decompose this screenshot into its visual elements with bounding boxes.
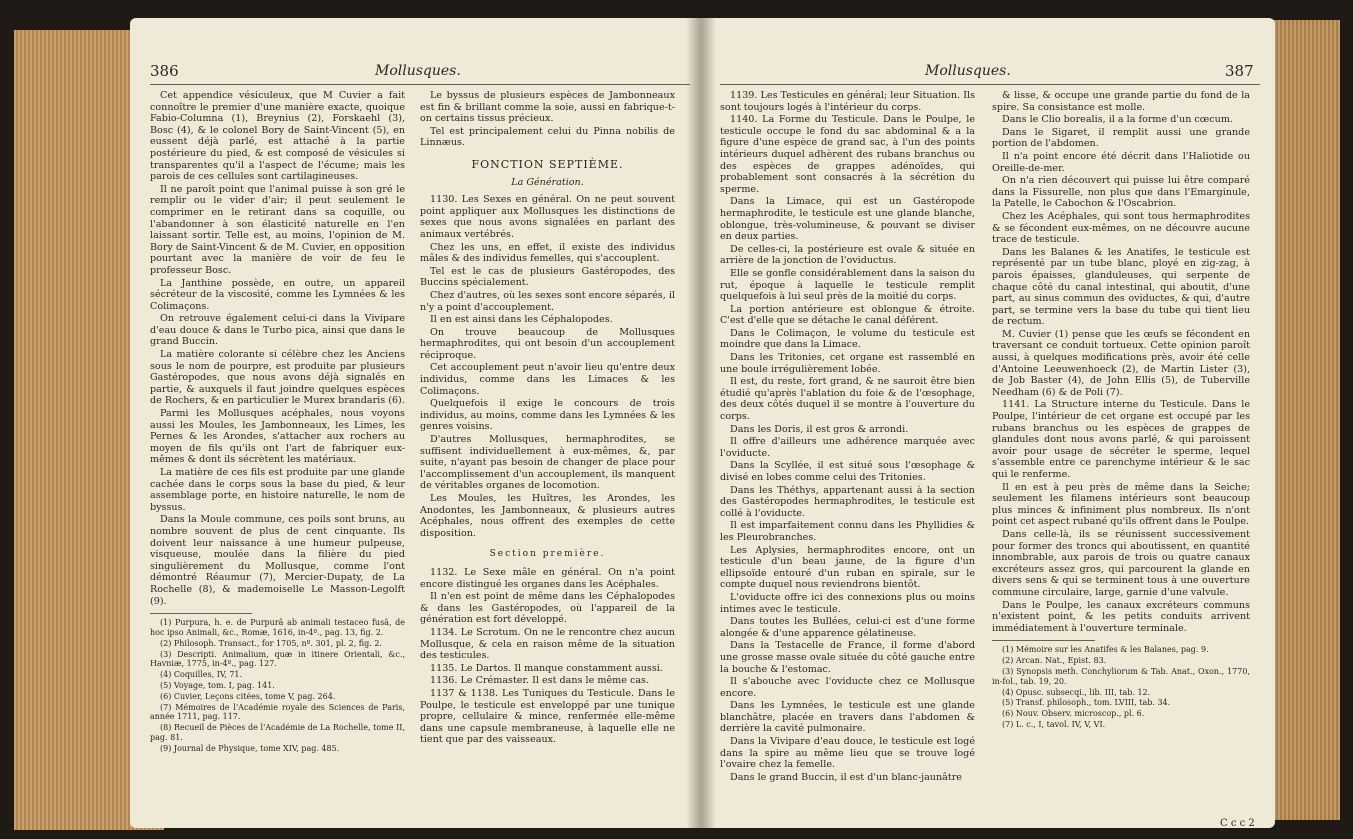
header-rule xyxy=(150,84,690,85)
paragraph: Dans la Vivipare d'eau douce, le testicule est logé dans la spire au même lieu que se trouve logé l'ovaire chez la femelle. xyxy=(720,736,975,771)
footnote: (5) Voyage, tom. I, pag. 141. xyxy=(160,680,275,690)
footnote-rule xyxy=(992,640,1095,641)
paragraph: De celles-ci, la postérieure est ovale & située en arrière de la jonction de l'oviductus. xyxy=(720,243,975,267)
paragraph: 1132. Le Sexe mâle en général. On n'a point encore distingué les organes dans les Acéphales. xyxy=(420,566,675,590)
paragraph: 1136. Le Crémaster. Il est dans le même cas. xyxy=(430,675,650,687)
paragraph: D'autres Mollusques, hermaphrodites, se suffisent individuellement à eux-mêmes, &, par suite, n'ayant pas besoin de changer de place pour l'accomplissement d'un accouplement, ils manquent de véritables organes de locomotion. xyxy=(420,434,675,492)
paragraph: Il en est à peu près de même dans la Seiche; seulement les filamens intérieurs sont beaucoup plus minces & infiniment plus nombreux. Ils n'ont point cet aspect rubané qu'ils offrent dans le Poulpe. xyxy=(992,481,1250,528)
paragraph: Cet accouplement peut n'avoir lieu qu'entre deux individus, comme dans les Limaces & les Colimaçons. xyxy=(420,362,675,397)
paragraph: 1134. Le Scrotum. On ne le rencontre chez aucun Mollusque, & cela en raison même de la situation des testicules. xyxy=(420,626,675,662)
paragraph: La Janthine possède, en outre, un appareil sécréteur de la viscosité, comme les Lymnées & les Colimaçons. xyxy=(150,277,405,312)
right-page-edges xyxy=(1270,20,1340,820)
signature-mark: C c c 2 xyxy=(1220,818,1255,828)
right-page xyxy=(700,18,1275,828)
footnote: (2) Philosoph. Transact., for 1705, nº. 301, pl. 2, fig. 2. xyxy=(160,638,382,648)
footnote: (1) Mémoire sur les Anatifes & les Balanes, pag. 9. xyxy=(1002,645,1209,655)
paragraph: Quelquefois il exige le concours de trois individus, au moins, comme dans les Lymnées & les genres voisins. xyxy=(420,398,675,433)
paragraph: Il est, du reste, fort grand, & ne sauroit être bien étudié qu'après l'ablation du foie & de l'œsophage, des deux côtés duquel il se montre à l'ouverture du corps. xyxy=(720,376,975,423)
paragraph: Dans le Sigaret, il remplit aussi une grande portion de l'abdomen. xyxy=(992,126,1250,150)
footnote: (7) L. c., I, tavol. IV, V, VI. xyxy=(1002,719,1106,729)
paragraph: Chez d'autres, où les sexes sont encore séparés, il n'y a point d'accouplement. xyxy=(420,289,675,313)
paragraph: On trouve beaucoup de Mollusques hermaphrodites, qui ont besoin d'un accouplement réciproque. xyxy=(420,326,675,361)
paragraph: Tel est le cas de plusieurs Gastéropodes, des Buccins spécialement. xyxy=(420,265,675,289)
left-column-1 xyxy=(150,90,405,754)
paragraph: L'oviducte offre ici des connexions plus ou moins intimes avec le testicule. xyxy=(720,591,975,615)
running-header: Mollusques. xyxy=(925,63,1011,79)
paragraph: La matière colorante si célèbre chez les Anciens sous le nom de pourpre, est produite par plusieurs Gastéropodes, que nous avons déjà signalés en partie, & auxquels il faut joindre quelques espèces de Rochers, & en particulier le Murex brandaris (6). xyxy=(150,349,405,407)
paragraph: Dans la Testacelle de France, il forme d'abord une grosse masse ovale située du côté gauche entre la bouche & l'estomac. xyxy=(720,640,975,675)
section-title: FONCTION SEPTIÈME. xyxy=(471,157,624,171)
footnote: (5) Transf. philosoph., tom. LVIII, tab. 34. xyxy=(1002,698,1171,708)
paragraph: Dans les Lymnées, le testicule est une glande blanchâtre, placée en travers dans l'abdomen & derrière la cavité pulmonaire. xyxy=(720,700,975,735)
paragraph: Cet appendice vésiculeux, que M Cuvier a fait connoître le premier d'une manière exacte, quoique Fabio-Columna (1), Breynius (2), Forskaehl (3), Bosc (4), & le colonel Bory de Saint-Vincent (5), en eussent déjà parlé, est attaché à la partie postérieure du pied, & est composé de vésicules si transparentes qu'il a l'aspect de l'écume; mais les parois de ces cellules sont cartilagineuses. xyxy=(150,90,405,183)
paragraph: Les Moules, les Huîtres, les Arondes, les Anodontes, les Jambonneaux, & plusieurs autres Acéphales, nous offrent des exemples de cette disposition. xyxy=(420,493,675,539)
running-header: Mollusques. xyxy=(375,63,461,79)
right-column-1 xyxy=(720,90,975,784)
page-number: 387 xyxy=(1225,62,1254,80)
section-heading: Section première. xyxy=(489,549,606,560)
header-rule xyxy=(720,84,1260,85)
paragraph: La portion antérieure est oblongue & étroite. C'est d'elle que se détache le canal déférent. xyxy=(720,303,975,327)
paragraph: 1137 & 1138. Les Tuniques du Testicule. Dans le Poulpe, le testicule est enveloppé par une tunique propre, cellulaire & mince, renfermée elle-même dans une capsule membraneuse, à laquelle elle ne tient que par des vaisseaux. xyxy=(420,687,675,746)
paragraph: 1135. Le Dartos. Il manque constamment aussi. xyxy=(430,662,663,674)
left-page xyxy=(130,18,700,828)
paragraph: Le byssus de plusieurs espèces de Jambonneaux est fin & brillant comme la soie, aussi en fabrique-t-on certains tissus précieux. xyxy=(420,90,675,125)
footnote: (8) Recueil de Pièces de l'Académie de La Rochelle, tome II, pag. 81. xyxy=(150,723,405,742)
book-gutter xyxy=(686,18,716,828)
paragraph: 1130. Les Sexes en général. On ne peut souvent point appliquer aux Mollusques les distinctions de sexes que nous avons signalées en parlant des animaux vertébrés. xyxy=(420,194,675,240)
paragraph: On n'a rien découvert qui puisse lui être comparé dans la Fissurelle, non plus que dans l'Emarginule, la Patelle, le Cabochon & l'Oscabrion. xyxy=(992,175,1250,210)
paragraph: Chez les uns, en effet, il existe des individus mâles & des individus femelles, qui s'accouplent. xyxy=(420,241,675,265)
paragraph: Dans les Théthys, appartenant aussi à la section des Gastéropodes hermaphrodites, le testicule est collé à l'oviducte. xyxy=(720,484,975,519)
footnote: (3) Synopsis meth. Conchyliorum & Tab. Anat., Oxon., 1770, in-fol., tab. 19, 20. xyxy=(992,666,1250,686)
paragraph: Il n'en est point de même dans les Céphalopodes & dans les Gastéropodes, où l'appareil de la génération est fort développé. xyxy=(420,591,675,626)
paragraph: M. Cuvier (1) pense que les œufs se fécondent en traversant ce conduit tortueux. Cette opinion paroît aussi, à quelques modifications près, avoir été celle d'Antoine Leeuwenhoeck (2), de Martin Lister (3), de Job Baster (4), de John Ellis (5), de Tuberville Needham (6) & de Poli (7). xyxy=(992,328,1250,398)
footnote: (6) Nouv. Observ. microscop., pl. 6. xyxy=(1002,709,1145,719)
footnote: (1) Purpura, h. e. de Purpurâ ab animali testaceo fusâ, de hoc ipso Animali, &c., Romæ, 1616, in-4º., pag. 13, fig. 2. xyxy=(150,618,405,637)
paragraph: La matière de ces fils est produite par une glande cachée dans le corps sous la base du pied, & leur assemblage porte, en histoire naturelle, le nom de byssus. xyxy=(150,467,405,513)
paragraph: Dans toutes les Bullées, celui-ci est d'une forme alongée & d'une apparence gélatineuse. xyxy=(720,616,975,639)
footnote: (3) Descripti. Animalium, quæ in itinere Orientali, &c., Havniæ, 1775, in-4º., pag. 127. xyxy=(150,649,405,669)
left-column-2 xyxy=(420,90,675,747)
paragraph: Dans le Clio borealis, il a la forme d'un cœcum. xyxy=(1002,114,1233,126)
footnote: (6) Cuvier, Leçons citées, tome V, pag. 264. xyxy=(160,691,336,701)
paragraph: Il en est ainsi dans les Céphalopodes. xyxy=(430,314,613,326)
paragraph: Dans la Limace, qui est un Gastéropode hermaphrodite, le testicule est une glande blanche, oblongue, très-volumineuse, & pouvant se diviser en deux parties. xyxy=(720,196,975,243)
paragraph: Il est imparfaitement connu dans les Phyllidies & les Pleurobranches. xyxy=(720,520,975,543)
paragraph: Dans le Poulpe, les canaux excréteurs communs n'existent point, & les petits conduits arrivent immédiatement à l'ouverture terminale. xyxy=(992,599,1250,634)
paragraph: Dans le Colimaçon, le volume du testicule est moindre que dans la Limace. xyxy=(720,327,975,351)
paragraph: Dans la Moule commune, ces poils sont bruns, au nombre souvent de plus de cent cinquante. Ils doivent leur naissance à une humeur pulpeuse, visqueuse, moulée dans la filière du pied singulièrement du Mollusque, comme l'ont démontré Réaumur (7), Mercier-Dupaty, de La Rochelle (8), & mademoiselle Le Masson-Legolft (9). xyxy=(150,514,405,607)
paragraph: Les Aplysies, hermaphrodites encore, ont un testicule d'un beau jaune, de la figure d'un ellipsoïde entouré d'un ruban en spirale, sur le compte duquel nous reviendrons bientôt. xyxy=(720,544,975,591)
footnote: (4) Opusc. subsecqi., lib. III, tab. 12. xyxy=(1002,687,1151,697)
footnote: (2) Arcan. Nat., Epist. 83. xyxy=(1002,656,1107,666)
paragraph: Dans le grand Buccin, il est d'un blanc-jaunâtre xyxy=(730,771,962,783)
paragraph: Dans les Doris, il est gros & arrondi. xyxy=(730,423,909,435)
paragraph: 1140. La Forme du Testicule. Dans le Poulpe, le testicule occupe le fond du sac abdominal & a la figure d'une espèce de grand sac, à l'un des points intérieurs duquel adhèrent des rubans branchus ou des espèces de grappes adénoïdes, qui probablement sont consacrés à la sécrétion du sperme. xyxy=(720,114,975,195)
paragraph: & lisse, & occupe une grande partie du fond de la spire. Sa consistance est molle. xyxy=(992,90,1250,113)
paragraph: On retrouve également celui-ci dans la Vivipare d'eau douce & dans le Turbo pica, ainsi que dans le grand Buccin. xyxy=(150,313,405,348)
paragraph: Il ne paroît point que l'animal puisse à son gré le remplir ou le vider d'air; il peut seulement le comprimer en le retirant dans sa coquille, ou l'abandonner à son élasticité naturelle en l'en laissant sortir. Telle est, au moins, l'opinion de M. Bory de Saint-Vincent & de M. Cuvier, en opposition pourtant avec la manière de voir de feu le professeur Bosc. xyxy=(150,183,405,276)
footnote: (4) Coquilles, IV, 71. xyxy=(160,670,243,680)
footnote: (9) Journal de Physique, tome XIV, pag. 485. xyxy=(160,743,340,753)
paragraph: Dans la Scyllée, il est situé sous l'œsophage & divisé en lobes comme celui des Tritonies. xyxy=(720,460,975,483)
section-subtitle: La Génération. xyxy=(511,176,584,188)
paragraph: 1139. Les Testicules en général; leur Situation. Ils sont toujours logés à l'intérieur du corps. xyxy=(720,90,975,113)
footnote: (7) Mémoires de l'Académie royale des Sciences de Paris, année 1711, pag. 117. xyxy=(150,702,405,722)
page-number: 386 xyxy=(150,62,179,80)
paragraph: 1141. La Structure interne du Testicule. Dans le Poulpe, l'intérieur de cet organe est occupé par les rubans branchus ou les espèces de grappes de glandules dont nous avons parlé, & qui paroissent avoir pour usage de sécréter le sperme, lequel s'assemble entre ce parenchyme intérieur & le sac qui le renferme. xyxy=(992,399,1250,480)
paragraph: Dans les Balanes & les Anatifes, le testicule est représenté par un tube blanc, ployé en zig-zag, à parois épaisses, glanduleuses, qui serpente de chaque côté du canal intestinal, qui aboutit, d'une part, au sinus commun des oviductes, & qui, d'autre part, se termine vers la base du tube qui tient lieu de rectum. xyxy=(992,246,1250,328)
footnote-rule xyxy=(150,613,252,614)
paragraph: Il n'a point encore été décrit dans l'Haliotide ou Oreille-de-mer. xyxy=(992,150,1250,174)
paragraph: Dans celle-là, ils se réunissent successivement pour former des troncs qui aboutissent, en quantité innombrable, aux parois de trois ou quatre canaux excréteurs assez gros, qui parcourent la glande en divers sens & qui se terminent tous à une ouverture commune circulaire, large, garnie d'une valvule. xyxy=(992,528,1250,598)
paragraph: Chez les Acéphales, qui sont tous hermaphrodites & se fécondent eux-mêmes, on ne découvre aucune trace de testicule. xyxy=(992,210,1250,246)
paragraph: Parmi les Mollusques acéphales, nous voyons aussi les Moules, les Jambonneaux, les Limes, les Pernes & les Arondes, s'attacher aux rochers au moyen de fils qu'ils ont l'art de fabriquer eux-mêmes & dont ils sécrètent les matériaux. xyxy=(150,408,405,466)
paragraph: Tel est principalement celui du Pinna nobilis de Linnæus. xyxy=(420,125,675,149)
right-column-2 xyxy=(992,90,1250,731)
paragraph: Elle se gonfle considérablement dans la saison du rut, époque à laquelle le testicule remplit quelquefois à lui seul près de la moitié du corps. xyxy=(720,267,975,303)
paragraph: Il offre d'ailleurs une adhérence marquée avec l'oviducte. xyxy=(720,436,975,459)
paragraph: Il s'abouche avec l'oviducte chez ce Mollusque encore. xyxy=(720,676,975,699)
paragraph: Dans les Tritonies, cet organe est rassemblé en une boule irrégulièrement lobée. xyxy=(720,352,975,375)
